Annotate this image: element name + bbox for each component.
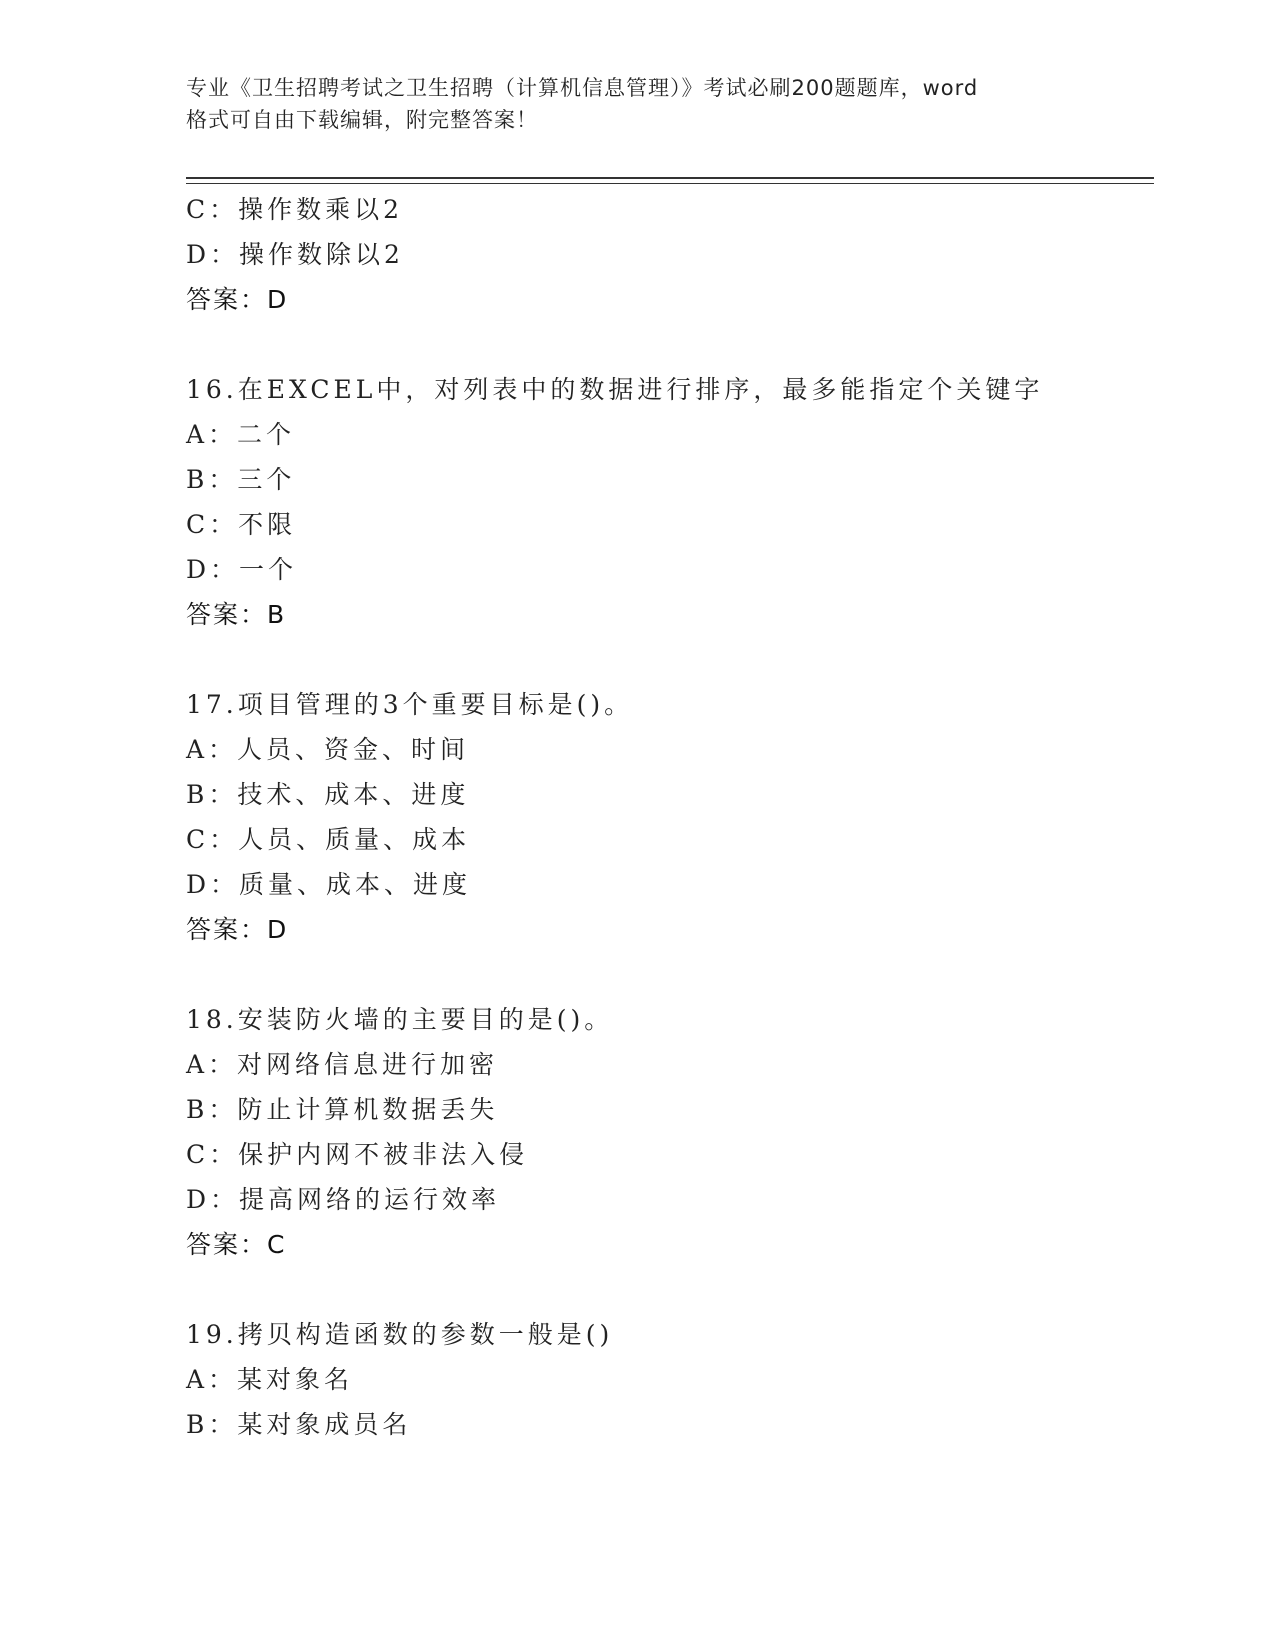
- prev-option-d: D：操作数除以2: [186, 240, 404, 269]
- q16-option-d: D：一个: [186, 555, 298, 584]
- q19-option-b: B：某对象成员名: [186, 1410, 412, 1439]
- q18-option-c: C：保护内网不被非法入侵: [186, 1140, 529, 1169]
- q16-option-b: B：三个: [186, 465, 296, 494]
- document-header: [186, 72, 1086, 136]
- q17-option-b: B：技术、成本、进度: [186, 780, 470, 809]
- q16-question: 16.在EXCEL中，对列表中的数据进行排序，最多能指定个关键字: [186, 375, 1044, 404]
- q17-option-c: C：人员、质量、成本: [186, 825, 471, 854]
- q18-answer: 答案：C: [186, 1230, 287, 1259]
- header-title-line-2: 格式可自由下载编辑，附完整答案！: [186, 108, 538, 132]
- header-divider-thick: [186, 177, 1154, 179]
- q16-option-a: A：二个: [186, 420, 296, 449]
- q19-option-a: A：某对象名: [186, 1365, 354, 1394]
- q18-option-b: B：防止计算机数据丢失: [186, 1095, 499, 1124]
- header-title-line-1: 专业《卫生招聘考试之卫生招聘（计算机信息管理）》考试必刷200题题库，word: [186, 76, 979, 100]
- q16-answer: 答案：B: [186, 600, 287, 629]
- q17-answer: 答案：D: [186, 915, 289, 944]
- q16-option-c: C：不限: [186, 510, 297, 539]
- q17-option-a: A：人员、资金、时间: [186, 735, 470, 764]
- q17-option-d: D：质量、成本、进度: [186, 870, 472, 899]
- q19-question: 19.拷贝构造函数的参数一般是(): [186, 1320, 614, 1349]
- q18-question: 18.安装防火墙的主要目的是()。: [186, 1005, 614, 1034]
- q18-option-d: D：提高网络的运行效率: [186, 1185, 501, 1214]
- q18-option-a: A：对网络信息进行加密: [186, 1050, 499, 1079]
- prev-answer: 答案：D: [186, 285, 289, 314]
- q17-question: 17.项目管理的3个重要目标是()。: [186, 690, 634, 719]
- prev-option-c: C：操作数乘以2: [186, 195, 404, 224]
- header-divider-thin: [186, 183, 1154, 184]
